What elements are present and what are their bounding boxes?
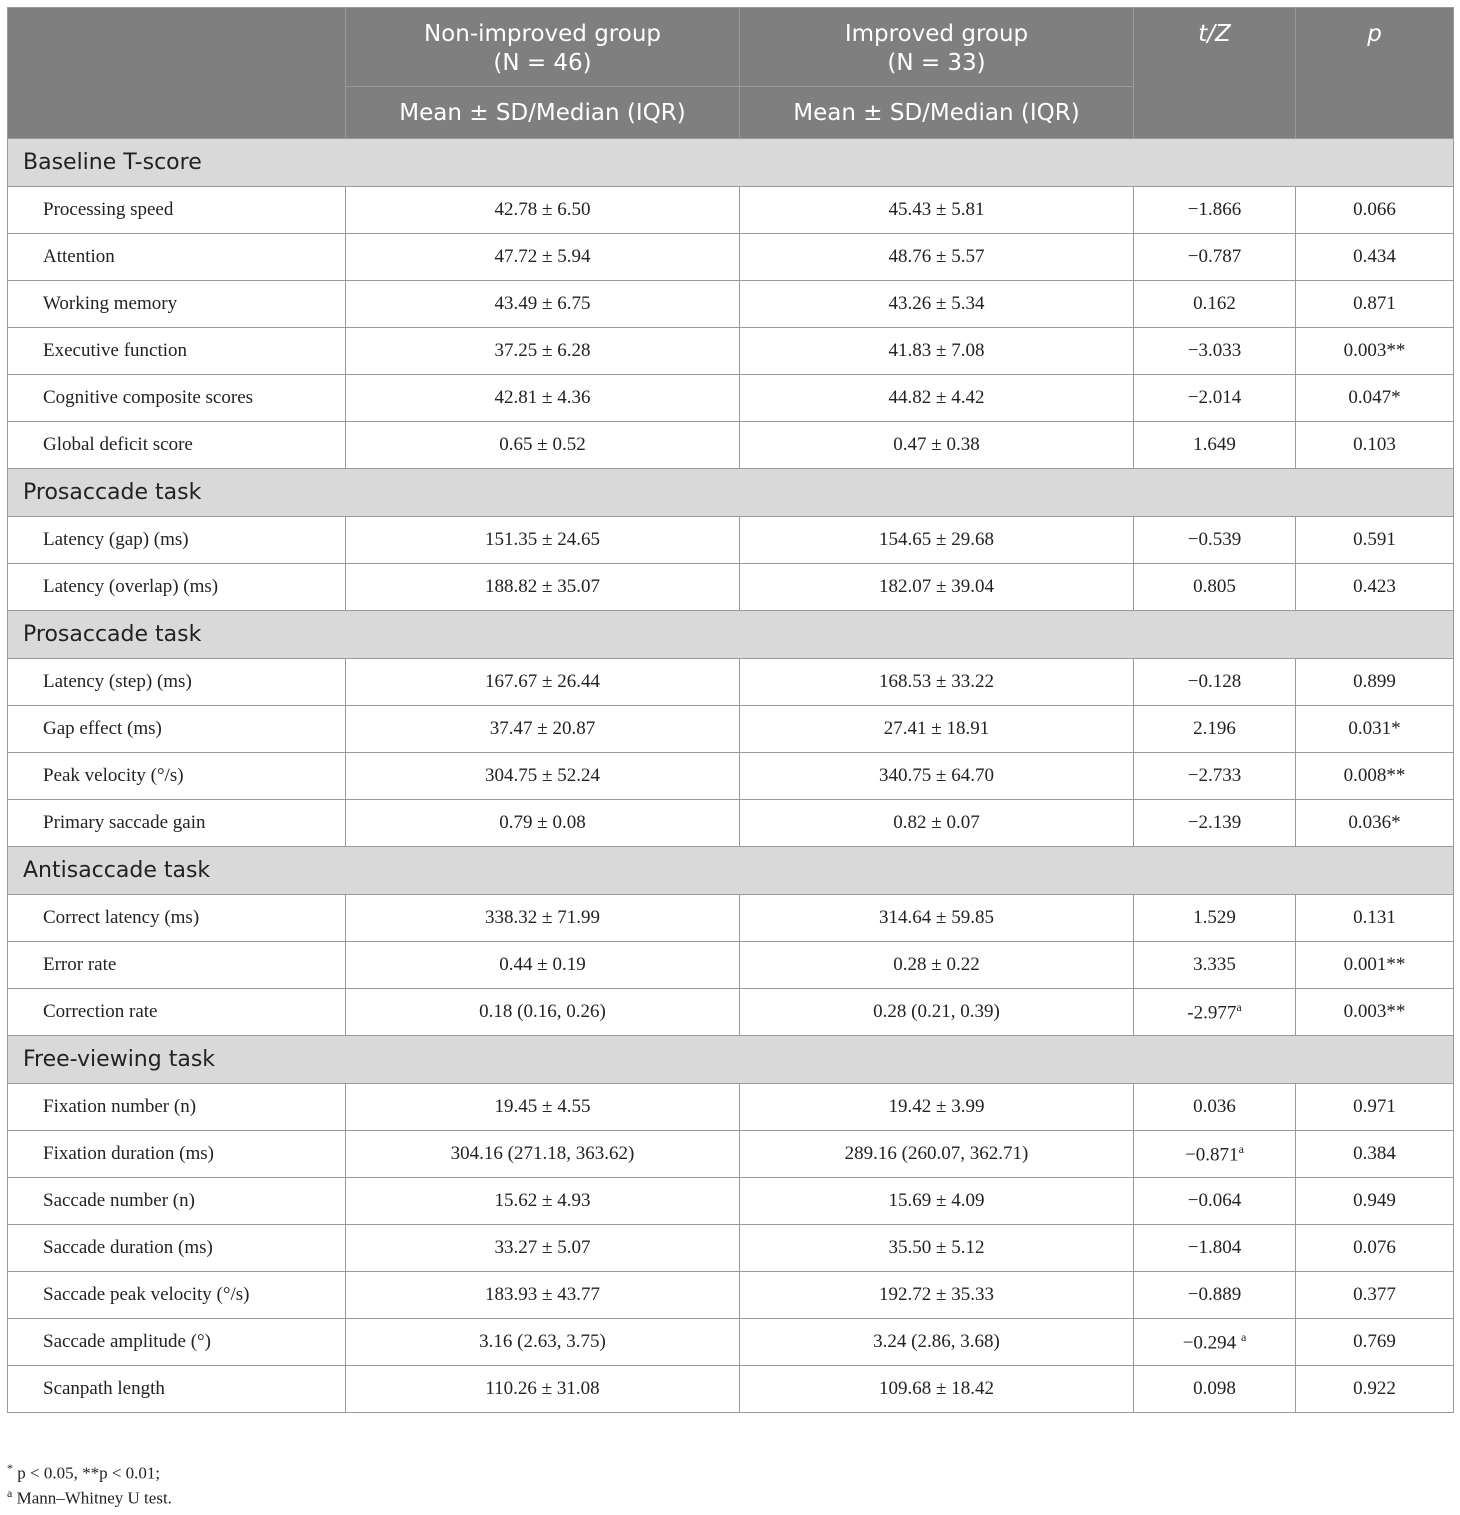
row-label: Fixation duration (ms)	[8, 1131, 346, 1178]
tz-footnote-marker: a	[1236, 999, 1242, 1014]
row-label: Gap effect (ms)	[8, 706, 346, 753]
table-row	[8, 281, 1454, 328]
row-label: Processing speed	[8, 187, 346, 234]
tz-footnote-marker: a	[1238, 1141, 1244, 1156]
p-value: 0.066	[1296, 187, 1454, 234]
footnote-test	[7, 1486, 172, 1509]
table-row	[8, 753, 1454, 800]
tz-value	[1134, 706, 1296, 753]
header-non-improved-title: Non-improved group	[423, 21, 662, 47]
table-row	[8, 517, 1454, 564]
improved-value: 27.41 ± 18.91	[740, 706, 1134, 753]
tz-value	[1134, 895, 1296, 942]
row-label: Working memory	[8, 281, 346, 328]
non-improved-value: 0.65 ± 0.52	[346, 422, 740, 469]
p-value: 0.036*	[1296, 800, 1454, 847]
table-row	[8, 187, 1454, 234]
non-improved-value: 37.47 ± 20.87	[346, 706, 740, 753]
tz-number: −0.294	[1182, 1332, 1241, 1354]
tz-number: 0.036	[1193, 1096, 1236, 1117]
row-label: Primary saccade gain	[8, 800, 346, 847]
p-value: 0.003**	[1296, 328, 1454, 375]
footnote-significance	[7, 1461, 160, 1484]
table-body	[8, 139, 1454, 1413]
tz-number: 0.805	[1193, 576, 1236, 597]
improved-value: 41.83 ± 7.08	[740, 328, 1134, 375]
table-row	[8, 1178, 1454, 1225]
table-row	[8, 375, 1454, 422]
non-improved-value: 151.35 ± 24.65	[346, 517, 740, 564]
header-row	[8, 8, 1454, 87]
footnote-significance-text: p < 0.05, **p < 0.01;	[13, 1463, 161, 1483]
tz-number: 0.098	[1193, 1378, 1236, 1399]
improved-value: 109.68 ± 18.42	[740, 1366, 1134, 1413]
table-row	[8, 895, 1454, 942]
tz-value	[1134, 1319, 1296, 1366]
tz-number: −2.014	[1187, 387, 1242, 408]
non-improved-value: 47.72 ± 5.94	[346, 234, 740, 281]
row-label: Global deficit score	[8, 422, 346, 469]
non-improved-value: 110.26 ± 31.08	[346, 1366, 740, 1413]
non-improved-value: 15.62 ± 4.93	[346, 1178, 740, 1225]
improved-value: 192.72 ± 35.33	[740, 1272, 1134, 1319]
p-value: 0.001**	[1296, 942, 1454, 989]
tz-value	[1134, 517, 1296, 564]
header-improved-title: Improved group	[844, 21, 1029, 47]
improved-value: 0.82 ± 0.07	[740, 800, 1134, 847]
tz-number: −0.787	[1187, 246, 1242, 267]
row-label: Correction rate	[8, 989, 346, 1036]
tz-value	[1134, 1366, 1296, 1413]
improved-value: 35.50 ± 5.12	[740, 1225, 1134, 1272]
row-label: Saccade number (n)	[8, 1178, 346, 1225]
tz-number: −0.128	[1187, 671, 1242, 692]
improved-value: 48.76 ± 5.57	[740, 234, 1134, 281]
table-row	[8, 1131, 1454, 1178]
p-value: 0.047*	[1296, 375, 1454, 422]
section-title: Prosaccade task	[8, 611, 1454, 659]
tz-number: −2.733	[1187, 765, 1242, 786]
improved-value: 0.47 ± 0.38	[740, 422, 1134, 469]
row-label: Saccade duration (ms)	[8, 1225, 346, 1272]
table-row	[8, 1366, 1454, 1413]
p-value: 0.922	[1296, 1366, 1454, 1413]
section-row	[8, 847, 1454, 895]
non-improved-value: 42.78 ± 6.50	[346, 187, 740, 234]
tz-value	[1134, 187, 1296, 234]
p-value: 0.871	[1296, 281, 1454, 328]
section-title: Antisaccade task	[8, 847, 1454, 895]
tz-number: −0.889	[1187, 1284, 1242, 1305]
results-table	[7, 7, 1454, 1413]
table-row	[8, 1225, 1454, 1272]
tz-number: −1.866	[1187, 199, 1242, 220]
section-title: Baseline T-score	[8, 139, 1454, 187]
tz-number: 2.196	[1193, 718, 1236, 739]
non-improved-value: 19.45 ± 4.55	[346, 1084, 740, 1131]
section-title: Free-viewing task	[8, 1036, 1454, 1084]
tz-value	[1134, 1131, 1296, 1178]
improved-value: 154.65 ± 29.68	[740, 517, 1134, 564]
table-row	[8, 989, 1454, 1036]
non-improved-value: 3.16 (2.63, 3.75)	[346, 1319, 740, 1366]
improved-value: 0.28 ± 0.22	[740, 942, 1134, 989]
tz-value	[1134, 1178, 1296, 1225]
tz-value	[1134, 1225, 1296, 1272]
tz-number: −0.539	[1187, 529, 1242, 550]
improved-value: 340.75 ± 64.70	[740, 753, 1134, 800]
tz-value	[1134, 422, 1296, 469]
non-improved-value: 42.81 ± 4.36	[346, 375, 740, 422]
table-row	[8, 942, 1454, 989]
table-row	[8, 1272, 1454, 1319]
table-row	[8, 659, 1454, 706]
table-row	[8, 564, 1454, 611]
table-row	[8, 706, 1454, 753]
non-improved-value: 0.18 (0.16, 0.26)	[346, 989, 740, 1036]
tz-value	[1134, 800, 1296, 847]
subheader-improved: Mean ± SD/Median (IQR)	[740, 87, 1134, 139]
improved-value: 182.07 ± 39.04	[740, 564, 1134, 611]
improved-value: 314.64 ± 59.85	[740, 895, 1134, 942]
tz-number: 1.649	[1193, 434, 1236, 455]
tz-number: 0.162	[1193, 293, 1236, 314]
tz-value	[1134, 659, 1296, 706]
improved-value: 43.26 ± 5.34	[740, 281, 1134, 328]
tz-footnote-marker: a	[1240, 1329, 1247, 1344]
row-label: Latency (step) (ms)	[8, 659, 346, 706]
tz-value	[1134, 989, 1296, 1036]
p-value: 0.131	[1296, 895, 1454, 942]
non-improved-value: 304.75 ± 52.24	[346, 753, 740, 800]
header-label-col	[8, 8, 346, 139]
tz-number: -2.977	[1187, 1002, 1237, 1024]
p-value: 0.949	[1296, 1178, 1454, 1225]
tz-value	[1134, 328, 1296, 375]
non-improved-value: 43.49 ± 6.75	[346, 281, 740, 328]
non-improved-value: 0.79 ± 0.08	[346, 800, 740, 847]
tz-number: −0.064	[1187, 1190, 1242, 1211]
tz-value	[1134, 1084, 1296, 1131]
tz-number: −0.871	[1185, 1144, 1239, 1166]
header-non-improved	[346, 8, 740, 87]
header-improved	[740, 8, 1134, 87]
non-improved-value: 33.27 ± 5.07	[346, 1225, 740, 1272]
section-row	[8, 139, 1454, 187]
table-row	[8, 328, 1454, 375]
p-value: 0.384	[1296, 1131, 1454, 1178]
header-non-improved-n: (N = 46)	[493, 50, 592, 76]
subheader-non-improved: Mean ± SD/Median (IQR)	[346, 87, 740, 139]
improved-value: 44.82 ± 4.42	[740, 375, 1134, 422]
row-label: Error rate	[8, 942, 346, 989]
header-tz: t/Z	[1134, 8, 1296, 139]
row-label: Cognitive composite scores	[8, 375, 346, 422]
non-improved-value: 188.82 ± 35.07	[346, 564, 740, 611]
non-improved-value: 37.25 ± 6.28	[346, 328, 740, 375]
p-value: 0.591	[1296, 517, 1454, 564]
improved-value: 289.16 (260.07, 362.71)	[740, 1131, 1134, 1178]
tz-value	[1134, 1272, 1296, 1319]
tz-value	[1134, 281, 1296, 328]
improved-value: 3.24 (2.86, 3.68)	[740, 1319, 1134, 1366]
tz-number: 1.529	[1193, 907, 1236, 928]
table-row	[8, 1319, 1454, 1366]
tz-number: 3.335	[1193, 954, 1236, 975]
section-row	[8, 611, 1454, 659]
table-row	[8, 234, 1454, 281]
improved-value: 45.43 ± 5.81	[740, 187, 1134, 234]
non-improved-value: 183.93 ± 43.77	[346, 1272, 740, 1319]
tz-value	[1134, 564, 1296, 611]
tz-value	[1134, 942, 1296, 989]
row-label: Scanpath length	[8, 1366, 346, 1413]
footnote-test-text: Mann–Whitney U test.	[12, 1488, 172, 1508]
tz-value	[1134, 234, 1296, 281]
tz-number: −2.139	[1187, 812, 1242, 833]
header-p: p	[1296, 8, 1454, 139]
tz-value	[1134, 753, 1296, 800]
p-value: 0.769	[1296, 1319, 1454, 1366]
improved-value: 0.28 (0.21, 0.39)	[740, 989, 1134, 1036]
section-row	[8, 1036, 1454, 1084]
improved-value: 168.53 ± 33.22	[740, 659, 1134, 706]
section-title: Prosaccade task	[8, 469, 1454, 517]
p-value: 0.971	[1296, 1084, 1454, 1131]
non-improved-value: 304.16 (271.18, 363.62)	[346, 1131, 740, 1178]
p-value: 0.103	[1296, 422, 1454, 469]
p-value: 0.076	[1296, 1225, 1454, 1272]
row-label: Latency (overlap) (ms)	[8, 564, 346, 611]
p-value: 0.423	[1296, 564, 1454, 611]
tz-value	[1134, 375, 1296, 422]
row-label: Attention	[8, 234, 346, 281]
p-value: 0.031*	[1296, 706, 1454, 753]
footnote-a: a	[7, 1486, 13, 1500]
p-value: 0.899	[1296, 659, 1454, 706]
row-label: Saccade peak velocity (°/s)	[8, 1272, 346, 1319]
table-row	[8, 1084, 1454, 1131]
non-improved-value: 0.44 ± 0.19	[346, 942, 740, 989]
section-row	[8, 469, 1454, 517]
row-label: Saccade amplitude (°)	[8, 1319, 346, 1366]
tz-number: −1.804	[1187, 1237, 1242, 1258]
row-label: Latency (gap) (ms)	[8, 517, 346, 564]
table-row	[8, 800, 1454, 847]
row-label: Executive function	[8, 328, 346, 375]
table-row	[8, 422, 1454, 469]
footnote-star: *	[7, 1461, 13, 1475]
improved-value: 15.69 ± 4.09	[740, 1178, 1134, 1225]
non-improved-value: 167.67 ± 26.44	[346, 659, 740, 706]
non-improved-value: 338.32 ± 71.99	[346, 895, 740, 942]
row-label: Fixation number (n)	[8, 1084, 346, 1131]
row-label: Correct latency (ms)	[8, 895, 346, 942]
tz-number: −3.033	[1187, 340, 1242, 361]
p-value: 0.008**	[1296, 753, 1454, 800]
p-value: 0.003**	[1296, 989, 1454, 1036]
p-value: 0.377	[1296, 1272, 1454, 1319]
p-value: 0.434	[1296, 234, 1454, 281]
header-improved-n: (N = 33)	[887, 50, 986, 76]
row-label: Peak velocity (°/s)	[8, 753, 346, 800]
improved-value: 19.42 ± 3.99	[740, 1084, 1134, 1131]
